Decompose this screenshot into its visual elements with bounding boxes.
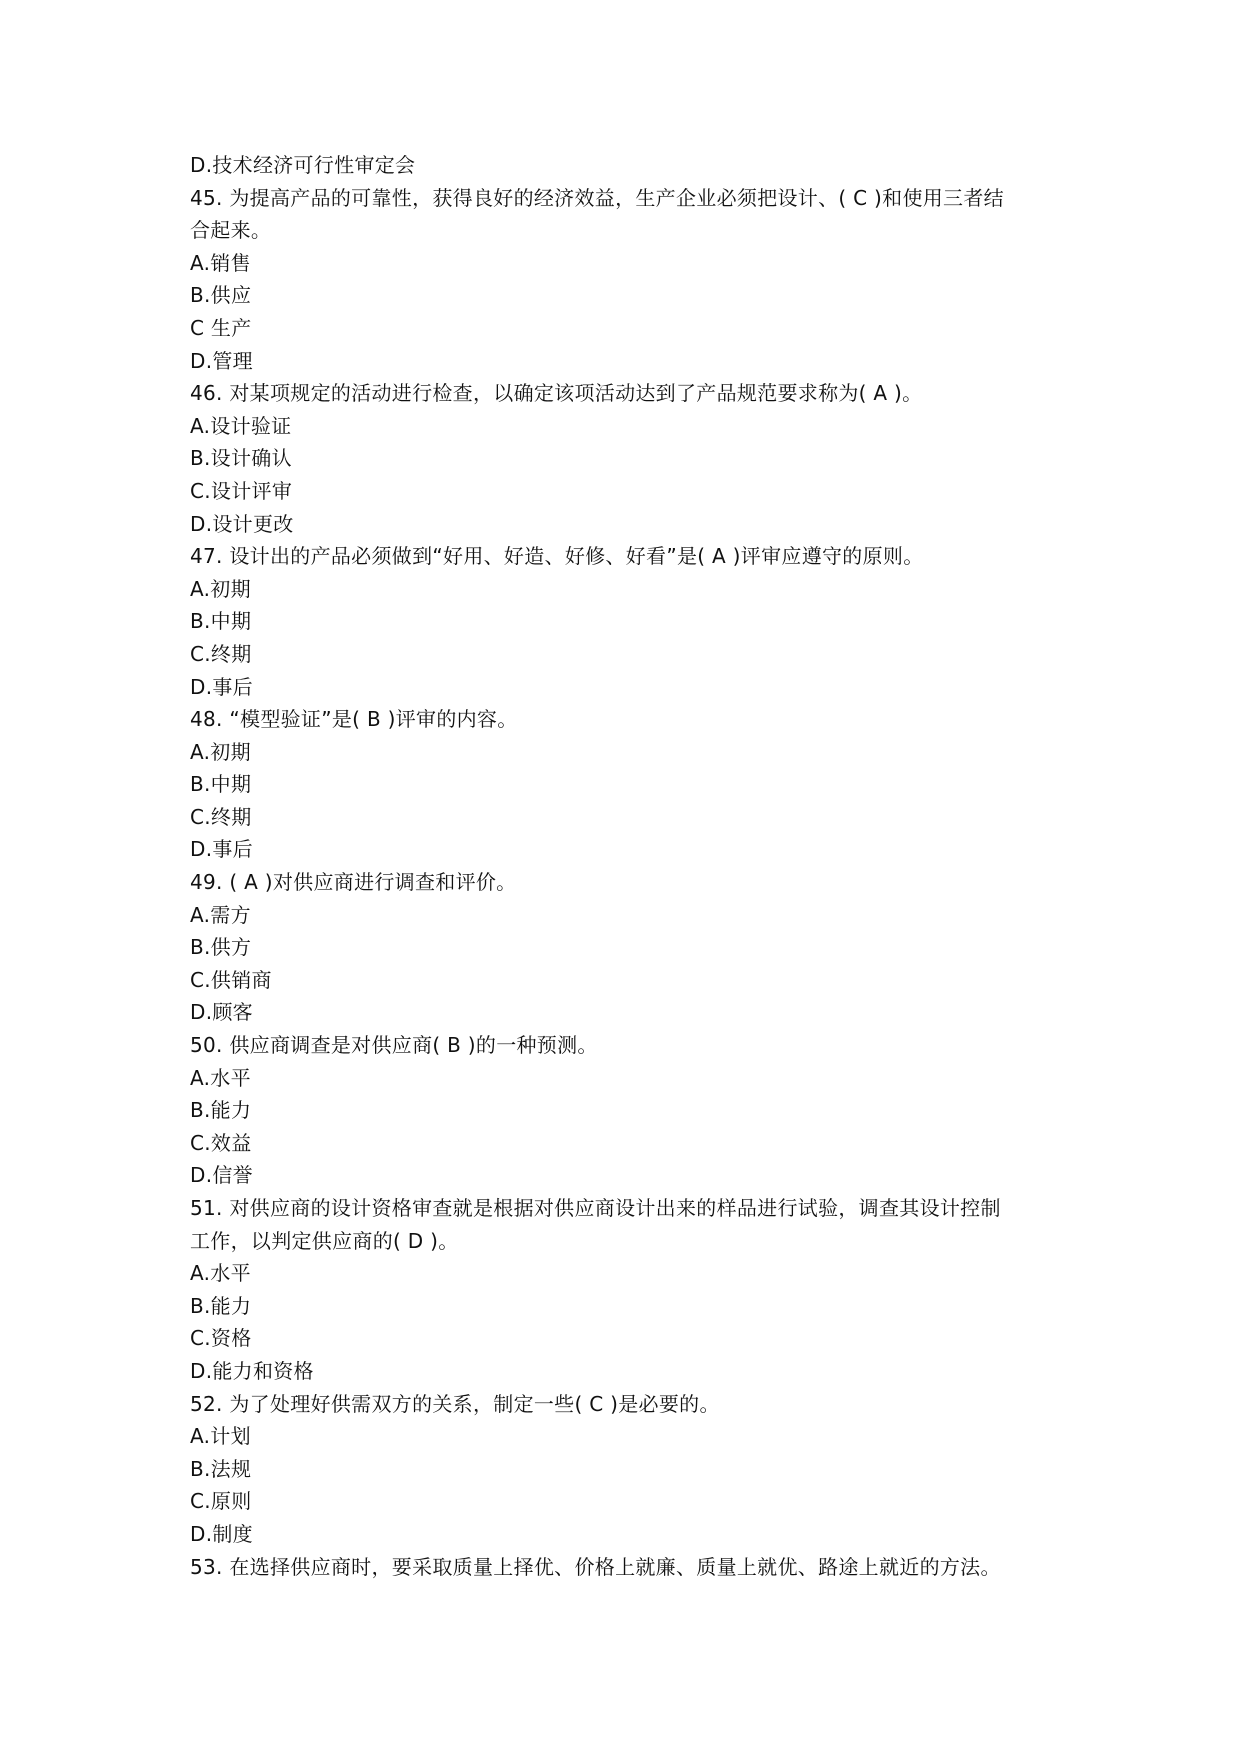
question-line: 45. 为提高产品的可靠性，获得良好的经济效益，生产企业必须把设计、( C )和使用三者结: [190, 185, 1004, 210]
option-line: B.能力: [190, 1293, 252, 1318]
document-page: [190, 149, 1070, 1583]
option-line: C.资格: [190, 1326, 252, 1351]
option-line: D.顾客: [190, 1000, 253, 1025]
option-line: D.能力和资格: [190, 1358, 314, 1383]
question-line: 48. “模型验证”是( B )评审的内容。: [190, 707, 518, 732]
option-line: D.事后: [190, 674, 253, 699]
option-line: C.设计评审: [190, 478, 293, 503]
question-line: 53. 在选择供应商时，要采取质量上择优、价格上就廉、质量上就优、路途上就近的方法。: [190, 1554, 1001, 1579]
option-line: A.设计验证: [190, 413, 292, 438]
option-line: A.初期: [190, 576, 251, 601]
option-line: B.供应: [190, 283, 252, 308]
option-line: A.需方: [190, 902, 251, 927]
question-line: 50. 供应商调查是对供应商( B )的一种预测。: [190, 1033, 598, 1058]
question-line: 46. 对某项规定的活动进行检查，以确定该项活动达到了产品规范要求称为( A )。: [190, 381, 923, 406]
option-line: D.技术经济可行性审定会: [190, 153, 416, 177]
option-line: D.事后: [190, 837, 253, 862]
option-line: B.能力: [190, 1098, 252, 1123]
option-line: C 生产: [190, 315, 252, 340]
option-line: D.管理: [190, 348, 253, 373]
question-line: 49. ( A )对供应商进行调查和评价。: [190, 870, 517, 895]
option-line: B.中期: [190, 772, 252, 797]
question-line: 52. 为了处理好供需双方的关系，制定一些( C )是必要的。: [190, 1391, 720, 1416]
option-line: B.中期: [190, 609, 252, 634]
option-line: A.水平: [190, 1065, 251, 1090]
question-line: 51. 对供应商的设计资格审查就是根据对供应商设计出来的样品进行试验，调查其设计控制: [190, 1196, 1001, 1220]
question-continuation: 工作，以判定供应商的( D )。: [190, 1228, 459, 1253]
option-line: A.水平: [190, 1261, 251, 1286]
option-line: A.初期: [190, 739, 251, 764]
option-line: C.原则: [190, 1489, 252, 1514]
option-line: B.设计确认: [190, 446, 292, 471]
question-line: 47. 设计出的产品必须做到“好用、好造、好修、好看”是( A )评审应遵守的原则。: [190, 544, 924, 569]
option-line: D.制度: [190, 1521, 253, 1546]
option-line: C.供销商: [190, 967, 272, 992]
option-line: A.销售: [190, 250, 251, 275]
option-line: B.供方: [190, 935, 252, 960]
option-line: B.法规: [190, 1456, 252, 1481]
option-line: C.效益: [190, 1130, 252, 1155]
option-line: C.终期: [190, 641, 252, 666]
question-continuation: 合起来。: [190, 218, 272, 243]
option-line: D.信誉: [190, 1163, 253, 1188]
option-line: D.设计更改: [190, 511, 294, 536]
option-line: A.计划: [190, 1424, 251, 1449]
option-line: C.终期: [190, 804, 252, 829]
